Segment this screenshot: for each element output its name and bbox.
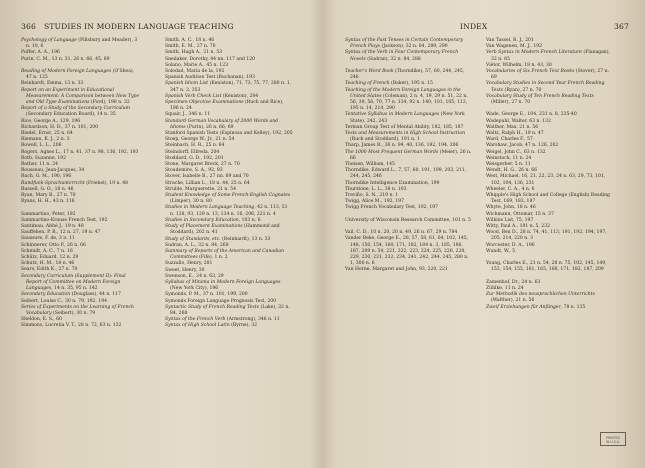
index-entry: Schinnerer, Otto P., 26 n. 66 <box>21 242 86 248</box>
index-entry: Stoddard, G. D., 192, 201 <box>165 155 224 161</box>
index-entry: Van Tassel, R. J., 201 <box>486 38 534 43</box>
index-entry: Sammartino, Peter, 192 <box>21 211 76 217</box>
index-entry: Saussure, F. de, 3 n. 11 <box>21 236 75 242</box>
index-entry: Weisgerber, 5 n. 11 <box>486 162 531 168</box>
index-entry: Tests and Measurements in High School Instruction (Ruch and Stoddard), 191 n. 1 <box>345 131 466 143</box>
index-entry: Struble, Marguerette, 21 n. 54 <box>165 186 236 192</box>
index-entry: Terman Group Test of Mental Ability, 182, 185, 187 <box>345 124 464 130</box>
stamp-line-1: PRINTED <box>606 435 620 440</box>
index-entry: Van Wagenen, M. J., 192 <box>486 44 543 50</box>
index-entry: Sauffeben, P. R., 12 n. 27, 19 n. 47 <box>21 230 101 236</box>
index-entry: Teaching of the Modern Foreign Languages in the United States (Coleman), 2 n. 4, 19, 29 n. 51, 22 n. 56, 39, 56, 70, 77 n. 134, 92 n. 140, 101, 105, 112, 195 n. 14, 214, 290 <box>345 87 468 112</box>
index-entry: Syllabus of Minima in Modern Foreign Languages (New York City), 196 <box>165 279 281 292</box>
index-entry: Swenson, E., 24 n. 63, 29 <box>165 273 224 279</box>
index-entry: Vocabulary Studies in Second Year French Reading Texts (Ryan), 27 n. 70 <box>486 81 605 93</box>
index-entry: Steinbach, H. R., 25 n. 64 <box>165 143 225 149</box>
index-entry: Walther, Max, 21 n. 56 <box>486 124 539 130</box>
index-entry: Van Horne, Margaret and John, 93, 220, 221 <box>345 267 448 273</box>
index-entry: Whyte, John, 18 n. 46 <box>486 205 536 211</box>
index-entry: Santimau, Abbé J., 19 n. 48 <box>21 224 84 230</box>
index-entry: Twigg, Alice M., 192, 197 <box>345 199 405 205</box>
index-entry: Tentative Syllabus in Modern Languages (New York State), 242, 243 <box>345 112 465 124</box>
index-entry: Russell, G. O., 18 n. 46 <box>21 186 74 192</box>
index-entry: Smith, E. M., 27 n. 70 <box>165 44 216 50</box>
index-entry: Thurstone, L. L., 38 n. 103 <box>345 186 407 192</box>
index-entry: Syntax of the Verb in Four Contemporary French Novels (Sudran), 32 n. 84, 288 <box>345 50 459 62</box>
index-entry: Steindorff, Elfreda, 204 <box>165 149 220 155</box>
index-entry: Viëtor, Wilhelm, 18 n. 43, 30 <box>486 62 552 68</box>
index-entry: Simmons, Lucretia V. T., 28 n. 72, 63 n. 132 <box>21 323 122 329</box>
index-entry: Seibert, Louise C., 30 n. 79, 192, 194 <box>21 298 107 304</box>
index-entry: Smith, Hugh A., 21 n. 53 <box>165 50 223 56</box>
index-entry: Schütz, Eduard, 12 n. 29 <box>21 255 79 261</box>
index-entry: Treviño, S. N., 219 n. 1 <box>345 193 399 199</box>
index-entry: Report of a Study of the Secondary Curriculum (Secondary Education Board), 14 n. 35 <box>21 106 130 118</box>
index-entry: Young, Charles E., 21 n. 54, 28 n. 75, 102, 145, 149, 153, 154, 155, 161, 165, 166, 171, 182, 187, 209 <box>486 261 607 273</box>
index-entry: Reading of Modern Foreign Languages (O'Shea), 47 n. 125 <box>21 69 135 81</box>
index-entry: Symonds, P. M., 37 n. 101, 199, 200 <box>165 292 248 298</box>
index-entry: Vail, C. D., 10 n. 20, 20 n. 49, 26 n. 67, 29 n. 784 <box>345 230 458 236</box>
index-entry: Ryan, Mary B., 27 n. 70 <box>21 193 76 199</box>
index-entry: Squair, J., 346 n. 11 <box>165 112 211 118</box>
index-entry: Warshaw, Jacob, 47 n. 126, 202 <box>486 143 559 149</box>
index-entry: Stoudemire, S. A., 92, 93 <box>165 168 223 174</box>
index-entry: Riedel, Ernst, 25 n. 64 <box>21 131 73 137</box>
index-entry: Secondary Education (Douglass), 44 n. 117 <box>21 292 121 298</box>
index-entry: Wendt, H. G., 26 n. 66 <box>486 168 538 174</box>
index-entry: Stone, Margaret Breck, 27 n. 70 <box>165 162 240 168</box>
index-entry: Study of Standards, etc. (Reinhardt), 13 n. 33 <box>165 236 271 242</box>
index-entry: Whipple's High School and College (English) Reading Test, 169, 183, 187 <box>486 193 610 205</box>
index-entry: Wilkins List, 75, 197 <box>486 217 534 223</box>
index-entry: Teaching of French (Baker), 195 n. 15 <box>345 81 433 87</box>
index-entry: Sears, Edith K., 27 n. 70 <box>21 267 78 273</box>
index-entry: Rogers, Agnes L., 17 n. 41, 37 n. 98, 136, 192, 193 <box>21 149 139 155</box>
right-index-column-2 <box>486 38 610 311</box>
index-entry: Stanford Spanish Tests (Espinosa and Kelley), 192, 205 <box>165 131 293 137</box>
index-entry: Studies in Modern Language Teaching, 42 n. 113, 51 n. 128, 93, 129 n. 13, 134 n. 16, 206, 221 n. 4 <box>165 205 288 217</box>
index-entry: Roth, Suzanne, 192 <box>21 155 67 161</box>
index-entry: Schutz, H. M., 18 n. 46 <box>21 261 75 267</box>
index-entry: Rother, 11 n. 24 <box>21 162 59 168</box>
index-entry: Zweif Erziehungen für Anfänger, 78 n. 135 <box>486 304 586 310</box>
index-entry: Syntax of the Past Tenses in Certain Contemporary French Plays (Jackson), 32 n. 84, 289, 290 <box>345 38 463 50</box>
index-entry: Schmidt, A. C., 7 n. 16 <box>21 248 73 254</box>
index-entry: Sammartino-Krause French Test, 192 <box>21 217 108 223</box>
index-entry: Verb Syntax in Modern French Literature (Flanagan), 32 n. 85 <box>486 50 610 62</box>
index-entry: University of Wisconsin Research Committee, 101 n. 5 <box>345 217 471 223</box>
index-entry: Specimen Objective Examinations (Ruch and Rice), 196 n. 24 <box>165 100 284 112</box>
index-entry: Rowell, L. L., 206 <box>21 143 62 149</box>
index-entry: Symonds Foreign Language Prognosis Test, 200 <box>165 298 277 304</box>
index-entry: Wade, George E., 104, 231 n. 8, 235-40 <box>486 112 577 118</box>
index-entry: Series of Experiments on the Learning of French Vocabulary (Seibert), 30 n. 79 <box>21 304 134 316</box>
index-entry: Rundfunk-Sprachunterricht (Friebel), 19 n. 48 <box>21 180 129 186</box>
index-entry: Worcester, D. A., 196 <box>486 242 535 248</box>
left-page-number: 366 <box>21 22 36 31</box>
index-entry: Wadepuhl, Walter, 63 n. 132 <box>486 118 551 124</box>
index-entry: Theisen, William, 145 <box>345 162 395 168</box>
printed-in-usa-stamp <box>600 432 626 446</box>
index-entry: Solano, Marie A., 45 n. 123 <box>165 62 229 68</box>
index-entry: Ruch, G. M., 190, 196 <box>21 174 72 180</box>
index-entry: Study of Placement Examinations (Hammond and Stoddard), 202 n. 41 <box>165 224 280 236</box>
index-entry: The 1000 Most Frequent German Words (Meier), 26 n. 66 <box>345 149 472 161</box>
index-entry: Syntax of High School Latin (Byrne), 32 <box>165 323 258 329</box>
index-entry: Wood, Ben D., 28 n. 74, 41, 113, 191, 192, 194, 197, 205, 214, 220 n. 3 <box>486 230 607 242</box>
index-entry: Psychology of Language (Pillsbury and Meader), 3 n. 10, 6 <box>21 38 138 50</box>
index-entry: Teacher's Word Book (Thorndike), 57, 60, 244, 245, 246 <box>345 69 465 81</box>
index-entry: Rice, George A., 129, 196 <box>21 118 81 124</box>
index-entry: Zur Methodik des neusprachlichen Unterrichts (Walther), 21 n. 56 <box>486 292 595 304</box>
index-entry: Richardson, H. D., 37 n. 101, 200 <box>21 124 99 130</box>
index-entry: Waltz, Ralph H., 19 n. 47 <box>486 131 544 137</box>
index-entry: Vocabularies of Six French Text Books (Stover), 27 n. 69 <box>486 69 609 81</box>
index-entry: Thorndike, Edward L., 7, 57, 60, 191, 199, 203, 211, 244, 245, 246 <box>345 168 467 180</box>
index-entry: Vander Beke, George E., 28, 57, 58, 61, 64, 102, 145, 148, 150, 154, 160, 171, 182, 184 n. 3, 185, 186, 187, 209 n. 54, 221, 222, 223, 224, 225, 226, 228, 229, 230, 231, 232, 234, 241, 242, 244, 245, 280 n. 1, 300 n. 6 <box>345 236 469 267</box>
index-entry: Syntax of the French Verb (Armstrong), 346 n. 11 <box>165 317 280 323</box>
index-entry: Summary of Reports of the American and Canadian Committees (Fife), 1 n. 2 <box>165 248 285 261</box>
index-entry: Stover, Isabelle B., 27 nn. 69 and 70 <box>165 174 249 180</box>
right-running-title: INDEX <box>460 22 488 31</box>
index-entry: Spanish Idiom List (Keniston), 71, 73, 75, 77, 280 n. 1, 347 n. 3, 353 <box>165 81 292 93</box>
index-entry: Puffer, A. A., 196 <box>21 50 60 56</box>
left-running-title: STUDIES IN MODERN LANGUAGE TEACHING <box>44 22 234 31</box>
index-entry: Zühlke, 11 n. 24 <box>486 286 524 292</box>
index-entry: Wundt, W., 5 <box>486 248 516 254</box>
index-entry: Tharp, James B., 36 n. 94, 40, 136, 192, 194, 206 <box>345 143 459 149</box>
left-page <box>0 0 322 468</box>
index-entry: Rousseau, Jean-Jacques, 34 <box>21 168 85 174</box>
stamp-line-2: IN U.S.A. <box>606 439 620 444</box>
right-page <box>323 0 645 468</box>
index-entry: Strache, Lillian L., 18 n. 44, 25 n. 64 <box>165 180 250 186</box>
index-entry: Ward, Charles F., 57 <box>486 137 533 143</box>
right-index-column-1 <box>345 38 473 274</box>
index-entry: Wheeler, C. A., 4 n. 6 <box>486 186 535 192</box>
right-page-number: 367 <box>614 22 629 31</box>
index-entry: Spanish Verb Check List (Keniston), 284 <box>165 93 259 99</box>
index-entry: Weigel, John C., 63 n. 132 <box>486 149 546 155</box>
index-entry: Wichmann, Ottomar, 15 n. 37 <box>486 211 554 217</box>
index-entry: Sheldon, E. S., 60 <box>21 317 62 323</box>
index-entry: West, Michael, 16, 21, 22, 23, 24 n. 63, 29, 73, 101, 102, 104, 136, 231 <box>486 174 606 186</box>
index-entry: Snedaker, Dorothy, 44 nn. 117 and 120 <box>165 56 256 62</box>
index-entry: Student Knowledge of Some French-English Cognates (Limper), 30 n. 80 <box>165 193 291 205</box>
index-entry: Purin, C. M., 13 n. 31, 26 n. 66, 45, 69 <box>21 56 110 62</box>
index-entry: Zamenhof, Dr., 24 n. 63 <box>486 279 541 285</box>
left-index-column-1 <box>21 38 141 330</box>
index-entry: Thorndike Intelligence Examination, 199 <box>345 180 440 186</box>
index-entry: Sweet, Henry, 30 <box>165 267 205 273</box>
index-entry: Studies in Secondary Education, 103 n. 6 <box>165 217 261 223</box>
index-entry: Standard German Vocabulary of 2000 Words and Idioms (Purin), 26 n. 66, 69 <box>165 118 279 130</box>
left-index-column-2 <box>165 38 293 330</box>
index-entry: Vocabulary Study of Ten French Reading Texts (Miller), 27 n. 70 <box>486 93 594 106</box>
index-entry: Reinhardt, Emma, 13 n. 33 <box>21 81 84 87</box>
index-entry: Report on an Experiment in Educational Measurement: A Comparison between New Type and Old Type Examinations (Ford), 198 n. 32 <box>21 87 140 106</box>
index-entry: Secondary Curriculum (Supplement II): Final Report of Committee on Modern Foreign Languages, 14 n. 35, 95 n. 142 <box>21 273 126 292</box>
index-entry: Riemann, K. J., 2 n. 3 <box>21 137 70 143</box>
index-entry: Witty, Paul A., 191 n. 5, 232 <box>486 224 550 230</box>
index-entry: Ryans, H. H., 43 n. 116 <box>21 199 75 205</box>
index-entry: Suzzallo, Henry, 281 <box>165 261 213 267</box>
index-entry: Soledad, María de la, 192 <box>165 69 225 75</box>
index-entry: Stoep, George W., Jr., 21 n. 54 <box>165 137 235 143</box>
index-entry: Smith, A. C., 18 n. 46 <box>165 38 215 43</box>
index-entry: Weinstock, 11 n. 24 <box>486 155 532 161</box>
index-entry: Spanish Audition Test (Buchanan), 193 <box>165 75 255 81</box>
index-entry: Sudran, A. L., 32 n. 84, 268 <box>165 242 229 248</box>
index-entry: Twigg French Vocabulary Test, 192, 197 <box>345 205 439 211</box>
index-entry: Syntactic Study of French Reading Texts (Lake), 32 n. 84, 268 <box>165 304 290 316</box>
